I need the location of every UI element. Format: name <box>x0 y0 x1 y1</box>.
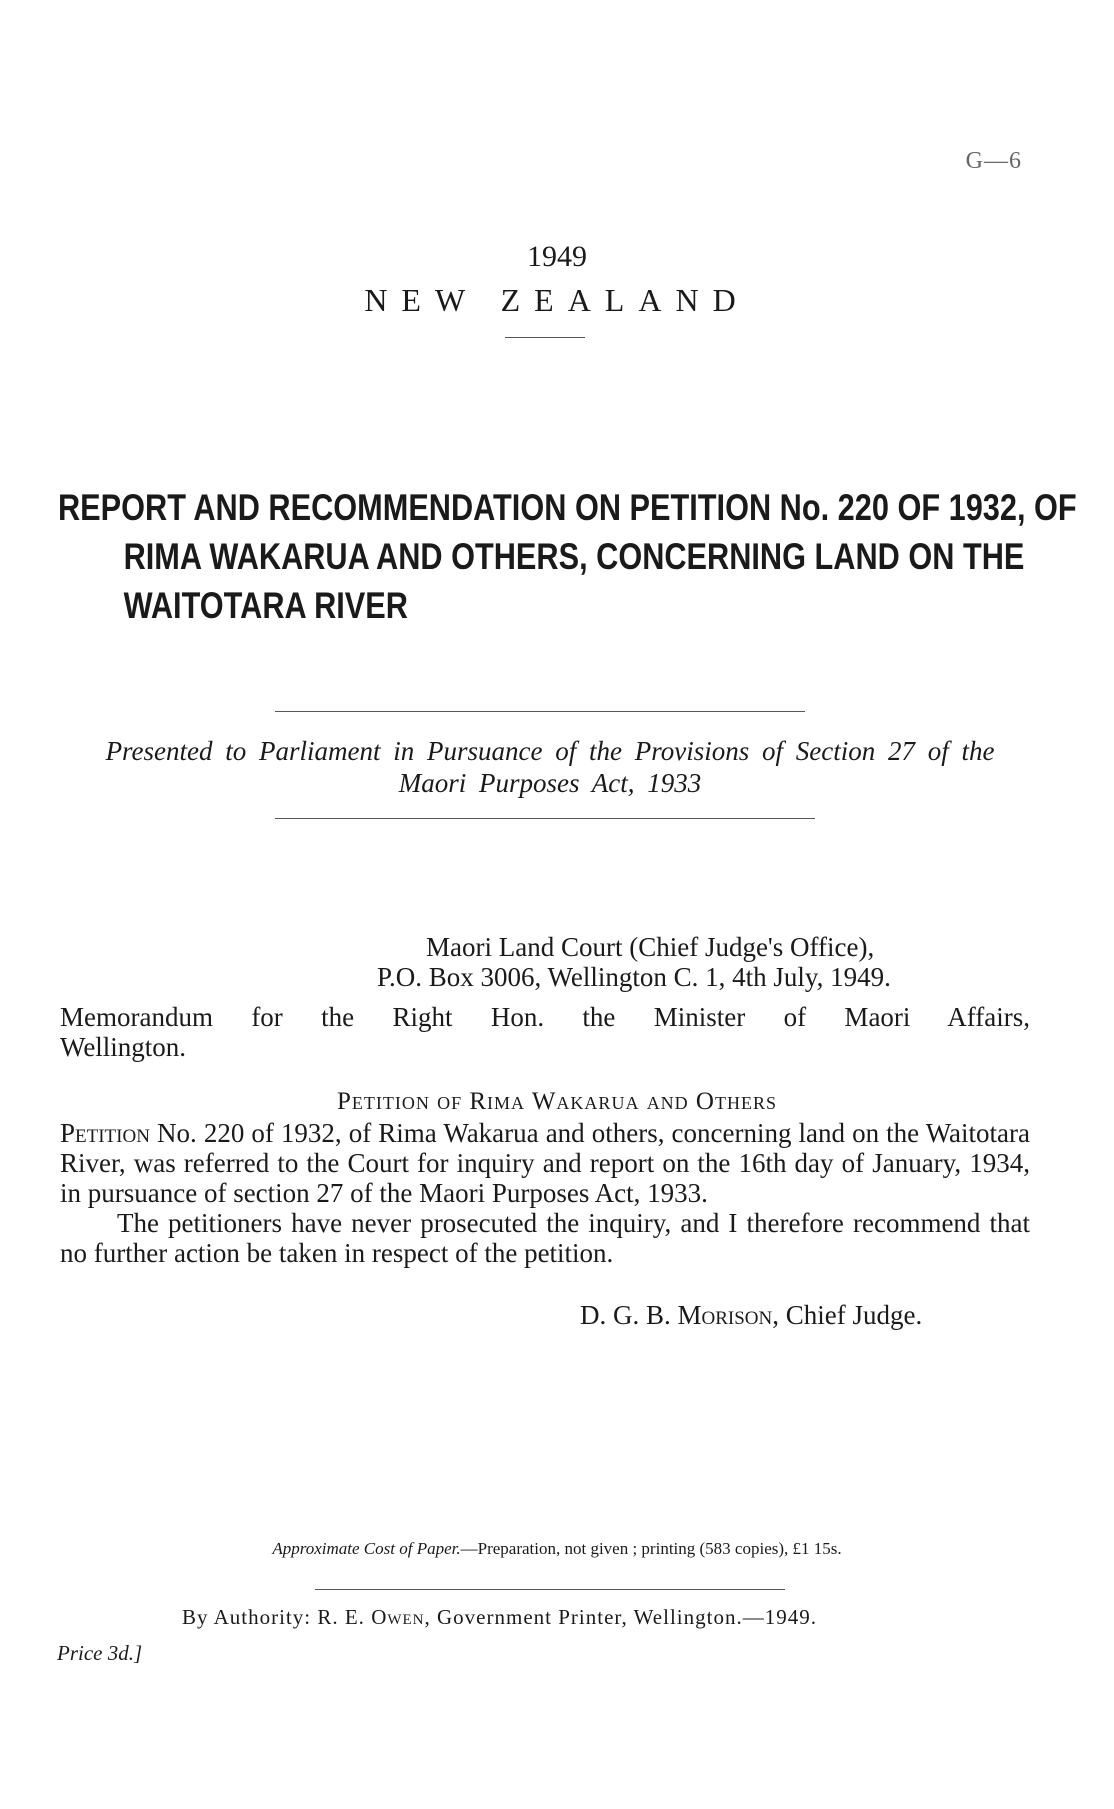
signature <box>580 1300 922 1330</box>
presented-statement <box>55 735 1045 799</box>
title-line-2: RIMA WAKARUA AND OTHERS, CONCERNING LAND ON THE <box>123 536 1025 577</box>
petition-lead: Petition <box>60 1118 150 1148</box>
address-line-1: Maori Land Court (Chief Judge's Office), <box>426 932 875 962</box>
cost-text: —Preparation, not given ; printing (583 copies), £1 15s. <box>460 1539 842 1558</box>
presented-line-1: Presented to Parliament in Pursuance of the Provisions of Section 27 of the <box>105 736 995 766</box>
memorandum <box>60 1002 1030 1062</box>
petition-paragraph-2: The petitioners have never prosecuted the inquiry, and I therefore recommend that no further action be taken in respect of the petition. <box>60 1208 1030 1268</box>
printer-authority <box>182 1605 817 1630</box>
title-line-1: REPORT AND RECOMMENDATION ON PETITION No. 220 OF 1932, OF <box>58 487 1077 528</box>
memo-line-1: Memorandum for the Right Hon. the Minister of Maori Affairs, <box>60 1002 1030 1032</box>
petition-body <box>60 1118 1030 1268</box>
title-line-3: WAITOTARA RIVER <box>123 585 408 626</box>
price: Price 3d.] <box>57 1641 143 1665</box>
signatory-title: , Chief Judge. <box>772 1300 923 1330</box>
footer-divider <box>315 1589 785 1590</box>
report-title <box>58 483 1077 630</box>
divider-top <box>275 711 805 712</box>
authority-prefix: By Authority: R. E. <box>182 1605 372 1629</box>
petition-paragraph-1 <box>60 1118 1030 1208</box>
signatory-name: D. G. B. Morison <box>580 1300 773 1330</box>
cost-of-paper <box>0 1539 1114 1559</box>
document-code: G—6 <box>965 148 1022 174</box>
memo-line-2: Wellington. <box>60 1032 187 1062</box>
authority-suffix: , Government Printer, Wellington.—1949. <box>424 1605 817 1629</box>
petition-heading: Petition of Rima Wakarua and Others <box>336 1088 777 1115</box>
printer-name: Owen <box>371 1605 425 1629</box>
year: 1949 <box>527 240 587 273</box>
country-heading: NEW ZEALAND <box>364 282 750 318</box>
presented-line-2: Maori Purposes Act, 1933 <box>398 768 702 798</box>
divider-short <box>505 337 585 338</box>
divider-bottom <box>275 818 815 819</box>
address-line-2: P.O. Box 3006, Wellington C. 1, 4th July, 1949. <box>377 962 891 992</box>
cost-label: Approximate Cost of Paper. <box>272 1539 461 1558</box>
petition-text: No. 220 of 1932, of Rima Wakarua and others, concerning land on the Waitotara River, was referred to the Court for inquiry and report on the 16th day of January, 1934, in pursuance of section 27 of the Maori Purposes Act, 1933. <box>60 1118 1030 1208</box>
